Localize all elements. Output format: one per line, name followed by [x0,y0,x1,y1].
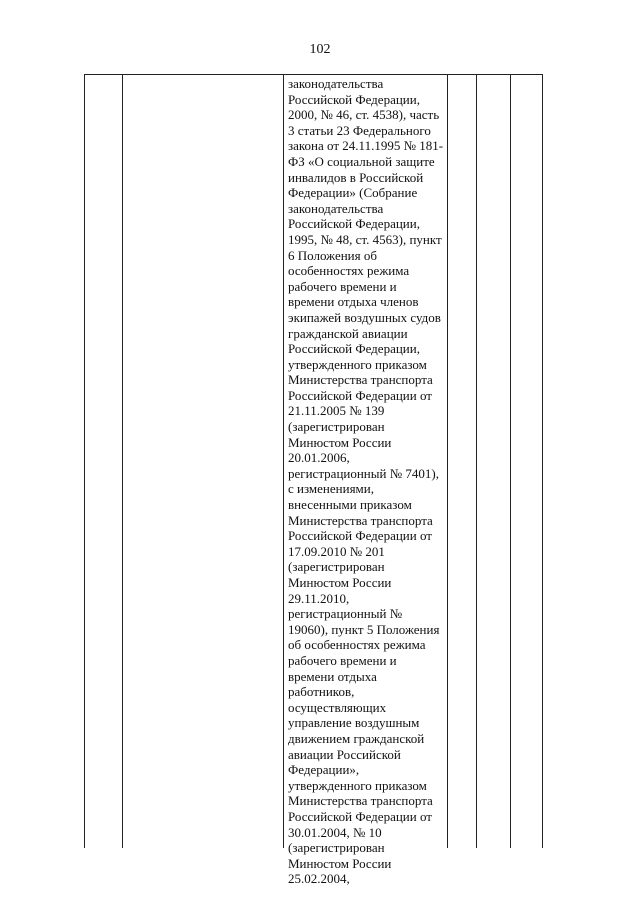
text-line: 25.02.2004, [288,871,350,887]
text-line: Российской Федерации, [288,216,420,232]
text-line: 29.11.2010, [288,590,350,606]
text-line: утвержденного приказом [288,777,427,793]
text-line: экипажей воздушных судов [288,309,441,325]
text-line: Федерации» (Собрание [288,185,418,201]
column-divider [283,75,284,848]
text-line: Минюстом России [288,434,392,450]
text-line: движением гражданской [288,730,425,746]
text-line: (зарегистрирован [288,559,385,575]
text-line: законодательства [288,76,384,91]
column-divider [476,75,477,848]
text-line: 6 Положения об [288,247,377,263]
text-line: гражданской авиации [288,325,408,341]
text-line: 1995, № 48, ст. 4563), пункт [288,231,442,247]
text-line: с изменениями, [288,481,374,497]
column-divider [510,75,511,848]
text-line: утвержденного приказом [288,356,427,372]
text-line: времени отдыха членов [288,294,419,310]
text-line: 30.01.2004, № 10 [288,824,382,840]
text-line: управление воздушным [288,715,420,731]
text-line: Министерства транспорта [288,372,433,388]
text-line: 3 статьи 23 Федерального [288,122,431,138]
legal-basis-cell [288,76,448,887]
text-line: Российской Федерации от [288,528,432,544]
text-line: Российской Федерации от [288,387,432,403]
text-line: 21.11.2005 № 139 [288,403,385,419]
text-line: Российской Федерации от [288,808,432,824]
text-line: Минюстом России [288,575,392,590]
text-line: регистрационный № [288,606,403,622]
text-line: (зарегистрирован [288,419,385,435]
text-line: законодательства [288,200,384,216]
text-line: 20.01.2006, [288,450,350,466]
text-line: рабочего времени и [288,278,397,294]
text-line: инвалидов в Российской [288,169,424,185]
text-line: Министерства транспорта [288,793,433,809]
text-line: Министерства транспорта [288,512,433,528]
text-line: Российской Федерации, [288,91,420,107]
text-line: авиации Российской [288,746,401,762]
text-line: рабочего времени и [288,652,397,668]
text-line: работников, [288,684,355,700]
text-line: 2000, № 46, ст. 4538), часть [288,107,440,123]
text-line: закона от 24.11.1995 № 181- [288,138,444,154]
text-line: Федерации», [288,762,360,778]
page-number: 102 [309,42,331,57]
text-line: 17.09.2010 № 201 [288,543,385,559]
text-line: внесенными приказом [288,497,412,513]
document-table [84,74,543,887]
text-line: 19060), пункт 5 Положения [288,621,440,637]
text-line: регистрационный № 7401), [288,465,439,481]
text-line: ФЗ «О социальной защите [288,153,435,169]
text-line: Минюстом России [288,855,392,871]
text-line: осуществляющих [288,699,387,715]
text-line: особенностях режима [288,263,410,279]
text-line: (зарегистрирован [288,840,385,856]
column-divider [122,75,123,848]
text-line: Российской Федерации, [288,341,420,357]
text-line: времени отдыха [288,668,377,684]
text-line: об особенностях режима [288,637,426,653]
